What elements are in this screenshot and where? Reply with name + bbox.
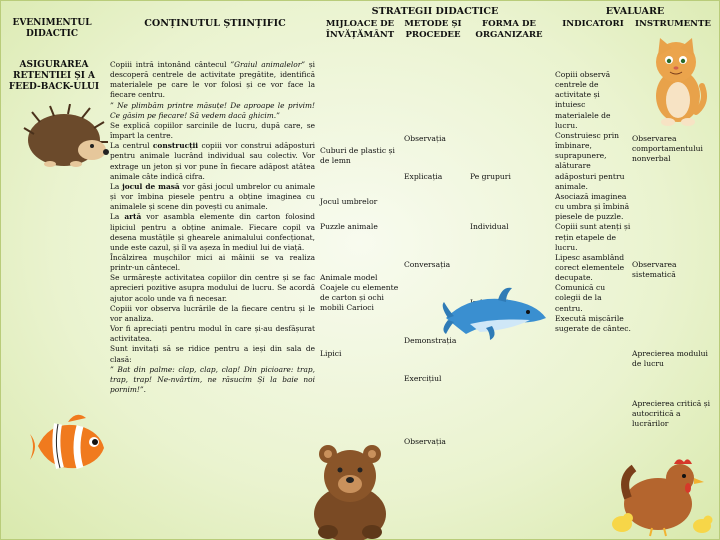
content-text-run: vor găsi jocul umbrelor cu animale și vor îmbina piesele pentru a obține imaginea cu animalele și scene din povești cu animale. [110, 181, 315, 212]
content-text-run: ” Bat din palme: clap, clap, clap! Din picioare: trap, trap, trap! Ne-nvârtim, ne răsucim Și la baie noi pornim!”. [110, 364, 315, 394]
mijloace-item: Animale model Coajele cu elemente de carton și ochi mobili Carioci [320, 273, 399, 313]
forma-item: Pe grupuri [470, 172, 511, 181]
header-continutul: CONȚINUTUL ȘTIINȚIFIC [144, 18, 286, 29]
metode-item: Exercițiul [404, 374, 442, 383]
content-paragraph [110, 273, 315, 303]
mijloace-item: Cuburi de plastic și de lemn [320, 146, 395, 166]
content-text-run: ” Ne plimbăm printre măsuțe! De aproape le privim! Ce găsim pe fiecare! Să vedem dacă ghicim.” [110, 100, 315, 120]
content-text-run: Se urmărește activitatea copiilor din centre și se fac aprecieri pozitive asupra modului de lucru. Se acordă ajutor acolo unde va fi necesar. [110, 273, 315, 303]
content-text-run: jocul de masă [122, 181, 180, 191]
content-text-run: Copiii intră intonând cântecul [110, 60, 231, 69]
clownfish-image [28, 410, 110, 480]
content-text-run: Vor fi apreciați pentru modul în care și-au desfășurat activitatea. [110, 324, 315, 344]
content-paragraph [110, 365, 315, 395]
metode-item: Observația [404, 134, 446, 143]
content-paragraph [110, 121, 315, 141]
content-text-run: vor asambla elemente din carton folosind lipiciul pentru a obține animale. Fiecare copil va desena mustățile și ghearele animalului confecționat, unde este cazul, și îl va așeza în mediul lui de viață. [110, 212, 315, 252]
bear-image [300, 440, 400, 540]
hedgehog-image [20, 104, 110, 170]
dolphin-image [440, 284, 550, 346]
indicator-item: Execută mișcările sugerate de cântec. [555, 313, 631, 333]
content-text-run: Copiii vor observa lucrările de la fiecare centru și le vor analiza. [110, 303, 315, 323]
metode-item: Explicația [404, 172, 443, 181]
mijloace-item: Jocul umbrelor [320, 197, 378, 206]
content-paragraph [110, 212, 315, 253]
metode-item: Conversația [404, 260, 451, 269]
content-text-run: La [110, 212, 125, 222]
content-paragraph [110, 344, 315, 364]
indicator-item: Asociază imaginea cu umbra și îmbină piesele de puzzle. [555, 191, 630, 222]
content-text-run: Sunt invitați să se ridice pentru a ieși din sala de clasă: [110, 344, 315, 364]
mijloace-item: Lipici [320, 349, 342, 358]
indicatori-column [555, 70, 631, 334]
instrumente-item: Observarea comportamentului nonverbal [632, 134, 703, 164]
metode-item: Demonstrația [404, 336, 457, 345]
content-text-run: La centrul [110, 141, 153, 151]
header-metode: METODE ȘI PROCEDEE [404, 19, 462, 40]
content-paragraph [110, 141, 315, 182]
content-text [110, 60, 315, 395]
content-text-run: La [110, 181, 123, 191]
content-text-run: artă [124, 212, 142, 222]
header-indicatori: INDICATORI [562, 19, 624, 29]
instrumente-item: Aprecierea critică și autocritică a lucrărilor [632, 399, 711, 429]
indicator-item: Construiesc prin îmbinare, suprapunere, alăturare adăposturi pentru animale. [555, 130, 625, 191]
instrumente-item: Aprecierea modului de lucru [632, 349, 708, 369]
indicator-item: Comunică cu colegii de la centru. [555, 283, 606, 313]
content-text-run: și descoperă centrele de activitate pregătite, identifică materialele pe care le vor folosi și ce vor face la fiecare centru. [110, 60, 316, 100]
chickens-image [600, 438, 718, 538]
indicator-item: Copiii observă centrele de activitate și intuiesc materialele de lucru. [555, 70, 611, 130]
instrumente-item: Observarea sistematică [632, 260, 677, 280]
content-paragraph [110, 182, 315, 212]
header-instrumente: INSTRUMENTE [635, 19, 711, 29]
metode-item: Observația [404, 437, 446, 446]
event-label: ASIGURAREA RETENTIEI ȘI A FEED-BACK-ULUI [8, 60, 100, 92]
forma-item: Individual [470, 222, 509, 231]
content-text-run: copiii vor construi adăposturi pentru animale lucrând individual sau colectiv. Vor extrage un jeton și vor pune în fiecare adăpost atâtea animale câte indică cifra. [110, 141, 315, 181]
content-paragraph [110, 304, 315, 324]
content-paragraph [110, 60, 315, 101]
content-paragraph [110, 324, 315, 344]
header-forma: FORMA DE ORGANIZARE [475, 19, 543, 40]
header-evaluare: EVALUARE [605, 6, 665, 17]
indicator-item: Copiii sunt atenți și rețin etapele de lucru. [555, 222, 631, 252]
content-paragraph [110, 101, 315, 121]
header-strategii: STRATEGII DIDACTICE [371, 6, 499, 17]
indicator-item: Lipesc asamblând corect elementele decupate. [555, 252, 625, 283]
mijloace-item: Puzzle animale [320, 222, 378, 231]
content-text-run: Se explică copiilor sarcinile de lucru, după care, se împart la centre. [110, 120, 315, 141]
content-text-run: ”Graiul animalelor” [230, 60, 306, 69]
content-text-run: Încălzirea mușchilor mici ai mâinii se va realiza printr-un cântecel. [110, 252, 315, 273]
content-text-run: construcții [152, 141, 199, 151]
header-evenimentul: EVENIMENTUL DIDACTIC [12, 18, 92, 39]
cat-image [640, 34, 710, 126]
content-paragraph [110, 253, 315, 273]
header-mijloace: MIJLOACE DE ÎNVĂȚĂMÂNT [325, 19, 395, 40]
